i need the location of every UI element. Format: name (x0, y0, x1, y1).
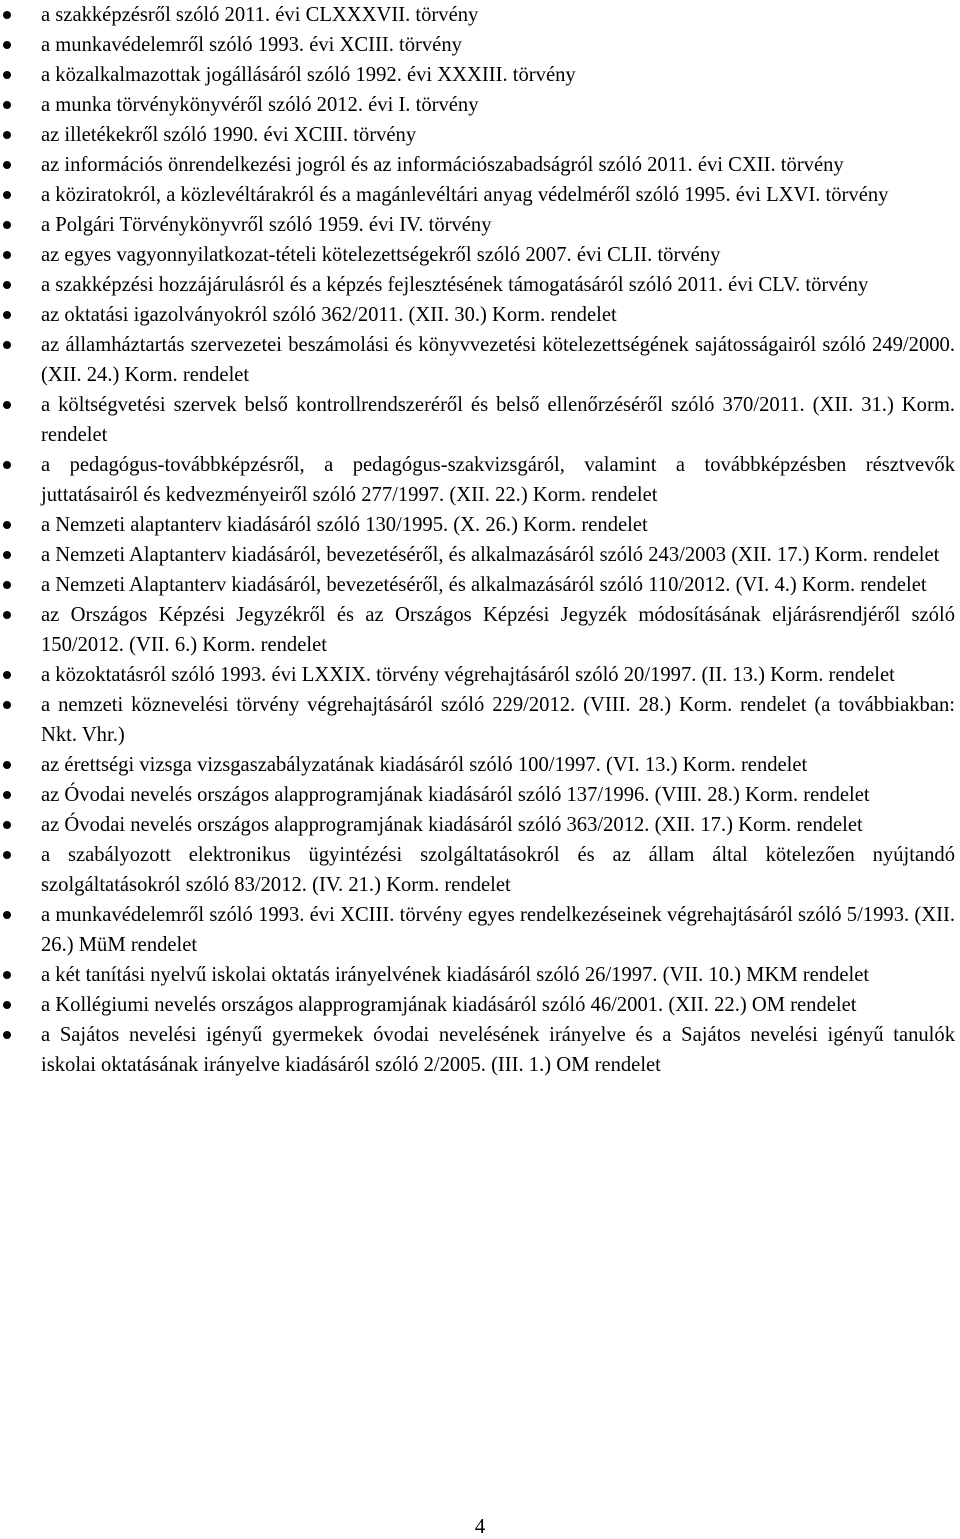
list-item (41, 780, 955, 810)
bullet-icon (3, 611, 11, 619)
list-item-text: a Sajátos nevelési igényű gyermekek óvodai nevelésének irányelve és a Sajátos nevelési igényű tanulók iskolai oktatásának irányelve kiadásáról szóló 2/2005. (III. 1.) OM rendelet (41, 1024, 955, 1076)
bullet-icon (3, 1031, 11, 1039)
list-item (41, 120, 955, 150)
list-item (41, 690, 955, 750)
list-item-text: a költségvetési szervek belső kontrollrendszeréről és belső ellenőrzéséről szóló 370/2011. (XII. 31.) Korm. rendelet (41, 394, 955, 446)
page-number: 4 (474, 1514, 486, 1538)
list-item-text: a Nemzeti Alaptanterv kiadásáról, bevezetéséről, és alkalmazásáról szóló 110/2012. (VI. 4.) Korm. rendelet (41, 574, 927, 596)
list-item (41, 210, 955, 240)
list-item (41, 450, 955, 510)
list-item-text: a két tanítási nyelvű iskolai oktatás irányelvének kiadásáról szóló 26/1997. (VII. 10.) MKM rendelet (41, 964, 870, 986)
list-item-text: a szabályozott elektronikus ügyintézési szolgáltatásokról és az állam által kötelezően nyújtandó szolgáltatásokról szóló 83/2012. (IV. 21.) Korm. rendelet (41, 844, 955, 896)
bullet-icon (3, 671, 11, 679)
list-item (41, 300, 955, 330)
bullet-icon (3, 851, 11, 859)
list-item-text: a közoktatásról szóló 1993. évi LXXIX. törvény végrehajtásáról szóló 20/1997. (II. 13.) Korm. rendelet (41, 664, 895, 686)
bullet-icon (3, 911, 11, 919)
list-item-text: a Nemzeti alaptanterv kiadásáról szóló 130/1995. (X. 26.) Korm. rendelet (41, 514, 648, 536)
list-item-text: az Országos Képzési Jegyzékről és az Országos Képzési Jegyzék módosításának eljárásrendjéről szóló 150/2012. (VII. 6.) Korm. rendelet (41, 604, 955, 656)
bullet-icon (3, 131, 11, 139)
list-item-text: a pedagógus-továbbképzésről, a pedagógus-szakvizsgáról, valamint a továbbképzésben résztvevők juttatásairól és kedvezményeiről szóló 277/1997. (XII. 22.) Korm. rendelet (41, 454, 955, 506)
list-item-text: az egyes vagyonnyilatkozat-tételi kötelezettségekről szóló 2007. évi CLII. törvény (41, 244, 721, 266)
bullet-icon (3, 971, 11, 979)
list-item-text: az államháztartás szervezetei beszámolási és könyvvezetési kötelezettségének sajátosságairól szóló 249/2000. (XII. 24.) Korm. rendelet (41, 334, 955, 386)
list-item (41, 30, 955, 60)
list-item-text: a Polgári Törvénykönyvről szóló 1959. évi IV. törvény (41, 214, 492, 236)
bullet-icon (3, 281, 11, 289)
list-item-text: a Kollégiumi nevelés országos alapprogramjának kiadásáról szóló 46/2001. (XII. 22.) OM rendelet (41, 994, 857, 1016)
legislation-list (41, 0, 955, 1080)
bullet-icon (3, 101, 11, 109)
bullet-icon (3, 701, 11, 709)
list-item (41, 570, 955, 600)
list-item-text: a szakképzési hozzájárulásról és a képzés fejlesztésének támogatásáról szóló 2011. évi CLV. törvény (41, 274, 869, 296)
list-item (41, 270, 955, 300)
bullet-icon (3, 191, 11, 199)
list-item (41, 150, 955, 180)
list-item-text: az illetékekről szóló 1990. évi XCIII. törvény (41, 124, 417, 146)
list-item-text: a munka törvénykönyvéről szóló 2012. évi I. törvény (41, 94, 479, 116)
bullet-icon (3, 311, 11, 319)
list-item (41, 60, 955, 90)
bullet-icon (3, 761, 11, 769)
bullet-icon (3, 161, 11, 169)
list-item-text: az oktatási igazolványokról szóló 362/2011. (XII. 30.) Korm. rendelet (41, 304, 617, 326)
list-item-text: a közalkalmazottak jogállásáról szóló 1992. évi XXXIII. törvény (41, 64, 576, 86)
bullet-icon (3, 11, 11, 19)
list-item (41, 180, 955, 210)
list-item (41, 1020, 955, 1080)
bullet-icon (3, 551, 11, 559)
bullet-icon (3, 71, 11, 79)
list-item (41, 840, 955, 900)
list-item (41, 390, 955, 450)
list-item-text: az Óvodai nevelés országos alapprogramjának kiadásáról szóló 363/2012. (XII. 17.) Korm. rendelet (41, 814, 863, 836)
list-item (41, 540, 955, 570)
bullet-icon (3, 41, 11, 49)
list-item (41, 600, 955, 660)
bullet-icon (3, 341, 11, 349)
list-item (41, 990, 955, 1020)
list-item-text: a köziratokról, a közlevéltárakról és a magánlevéltári anyag védelméről szóló 1995. évi LXVI. törvény (41, 184, 889, 206)
bullet-icon (3, 791, 11, 799)
list-item (41, 660, 955, 690)
bullet-icon (3, 221, 11, 229)
bullet-icon (3, 461, 11, 469)
list-item (41, 960, 955, 990)
list-item-text: a szakképzésről szóló 2011. évi CLXXXVII. törvény (41, 4, 479, 26)
list-item (41, 510, 955, 540)
list-item (41, 810, 955, 840)
list-item-text: az információs önrendelkezési jogról és az információszabadságról szóló 2011. évi CXII. törvény (41, 154, 844, 176)
bullet-icon (3, 581, 11, 589)
list-item-text: a Nemzeti Alaptanterv kiadásáról, bevezetéséről, és alkalmazásáról szóló 243/2003 (XII. 17.) Korm. rendelet (41, 544, 940, 566)
bullet-icon (3, 251, 11, 259)
list-item (41, 240, 955, 270)
bullet-icon (3, 401, 11, 409)
list-item-text: az érettségi vizsga vizsgaszabályzatának kiadásáról szóló 100/1997. (VI. 13.) Korm. rendelet (41, 754, 808, 776)
list-item (41, 900, 955, 960)
list-item-text: a munkavédelemről szóló 1993. évi XCIII. törvény egyes rendelkezéseinek végrehajtásáról szóló 5/1993. (XII. 26.) MüM rendelet (41, 904, 955, 956)
bullet-icon (3, 821, 11, 829)
list-item (41, 330, 955, 390)
list-item-text: a nemzeti köznevelési törvény végrehajtásáról szóló 229/2012. (VIII. 28.) Korm. rendelet (a továbbiakban: Nkt. Vhr.) (41, 694, 955, 746)
list-item-text: az Óvodai nevelés országos alapprogramjának kiadásáról szóló 137/1996. (VIII. 28.) Korm. rendelet (41, 784, 870, 806)
list-item (41, 750, 955, 780)
list-item (41, 90, 955, 120)
bullet-icon (3, 1001, 11, 1009)
bullet-icon (3, 521, 11, 529)
list-item (41, 0, 955, 30)
list-item-text: a munkavédelemről szóló 1993. évi XCIII. törvény (41, 34, 462, 56)
